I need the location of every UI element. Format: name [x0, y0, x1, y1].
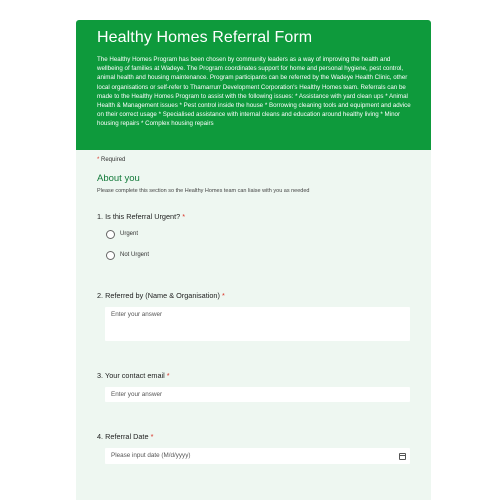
form-header	[76, 20, 431, 150]
referral-form	[76, 20, 431, 500]
required-star: *	[97, 157, 100, 163]
question-number: 3.	[97, 371, 104, 380]
required-text: Required	[101, 157, 126, 163]
radio-option-not-urgent[interactable]	[106, 250, 410, 260]
date-placeholder: Please input date (M/d/yyyy)	[111, 452, 191, 459]
question-number: 2.	[97, 291, 104, 300]
question-label	[97, 291, 410, 300]
question-number: 1.	[97, 212, 104, 221]
form-body	[76, 150, 431, 500]
contact-email-input[interactable]: Enter your answer	[105, 387, 410, 402]
calendar-icon[interactable]	[399, 453, 406, 460]
question-text: Referral Date	[105, 432, 149, 441]
radio-button[interactable]	[106, 251, 115, 260]
form-description: The Healthy Homes Program has been chosen by community leaders as a way of improving the health and wellbeing of families at Wadeye. The Program coordinates support for home and personal hygiene, pest control, animal health and housing maintenance. Program participants can be referred by the Wadeye Health Clinic, other local organisations or self-refer to Thamarrurr Development Corporation's Healthy Homes team. Referrals can be made to the Healthy Homes Program to assist with the following issues: * Assistance with yard clean ups * Animal Health & Management issues * Pest control inside the house * Borrowing cleaning tools and equipment and advice on their correct usage * Specialised assistance with internal cleans and education around healthy living * Minor housing repairs * Complex housing repairs	[97, 56, 411, 128]
radio-option-urgent[interactable]	[106, 229, 410, 239]
required-star: *	[182, 212, 186, 221]
radio-button[interactable]	[106, 230, 115, 239]
section-description: Please complete this section so the Healthy Homes team can liaise with you as needed	[97, 188, 310, 194]
question-text: Is this Referral Urgent?	[105, 212, 181, 221]
question-urgent	[97, 212, 410, 260]
required-star: *	[150, 432, 154, 441]
referral-date-input[interactable]	[105, 448, 410, 464]
question-referral-date	[97, 432, 410, 464]
required-star: *	[221, 291, 225, 300]
required-note	[97, 157, 411, 163]
question-text: Referred by (Name & Organisation)	[105, 291, 220, 300]
referred-by-input[interactable]: Enter your answer	[105, 307, 410, 341]
question-text: Your contact email	[105, 371, 165, 380]
required-star: *	[166, 371, 170, 380]
question-number: 4.	[97, 432, 104, 441]
question-referred-by	[97, 291, 410, 341]
question-label	[97, 212, 410, 221]
question-label	[97, 371, 410, 380]
section-title: About you	[97, 173, 140, 184]
radio-label: Urgent	[120, 231, 139, 237]
radio-label: Not Urgent	[120, 252, 150, 258]
question-contact-email	[97, 371, 410, 402]
question-label	[97, 432, 410, 441]
form-title: Healthy Homes Referral Form	[97, 29, 313, 46]
